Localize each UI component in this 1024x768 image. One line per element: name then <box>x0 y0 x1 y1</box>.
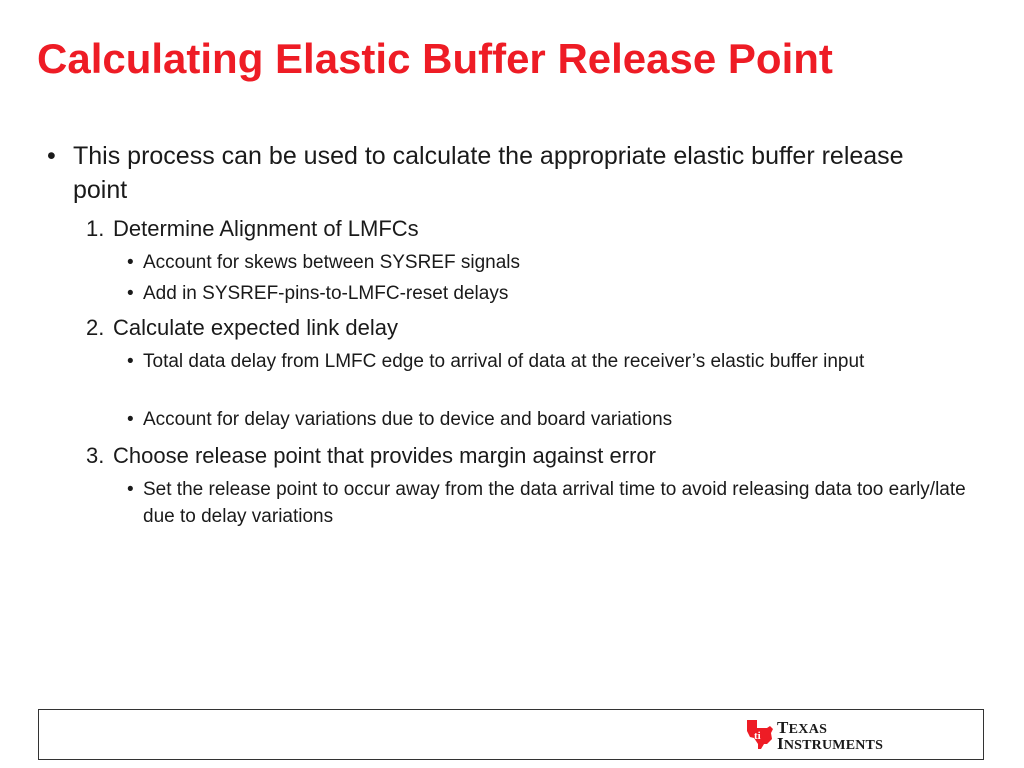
step-number: 3. <box>86 443 105 468</box>
step-text: Choose release point that provides margin against error <box>113 443 656 468</box>
bullet-marker: • <box>127 351 134 372</box>
slide-title: Calculating Elastic Buffer Release Point <box>37 35 833 82</box>
texas-instruments-logo <box>745 717 884 753</box>
step-text: Determine Alignment of LMFCs <box>113 216 419 241</box>
texas-state-icon <box>745 717 775 751</box>
bullet-marker: • <box>47 142 56 170</box>
logo-wordmark: TEXAS INSTRUMENTS <box>777 718 884 753</box>
svg-text:ti: ti <box>754 730 761 742</box>
bullet-marker: • <box>127 283 134 304</box>
bullet-marker: • <box>127 409 134 430</box>
bullet-text: Total data delay from LMFC edge to arrival of data at the receiver’s elastic buffer input <box>143 351 865 372</box>
bullet-text: Account for delay variations due to device and board variations <box>143 409 673 430</box>
intro-text: This process can be used to calculate the appropriate elastic buffer release point <box>73 142 904 204</box>
bullet-text: Account for skews between SYSREF signals <box>143 252 521 273</box>
step-number: 1. <box>86 216 105 241</box>
bullet-text: Add in SYSREF-pins-to-LMFC-reset delays <box>143 283 509 304</box>
bullet-marker: • <box>127 479 134 500</box>
bullet-text: Set the release point to occur away from the data arrival time to avoid releasing data too early/late due to delay variations <box>143 479 966 527</box>
step-text: Calculate expected link delay <box>113 315 398 340</box>
bullet-marker: • <box>127 252 134 273</box>
step-number: 2. <box>86 315 105 340</box>
